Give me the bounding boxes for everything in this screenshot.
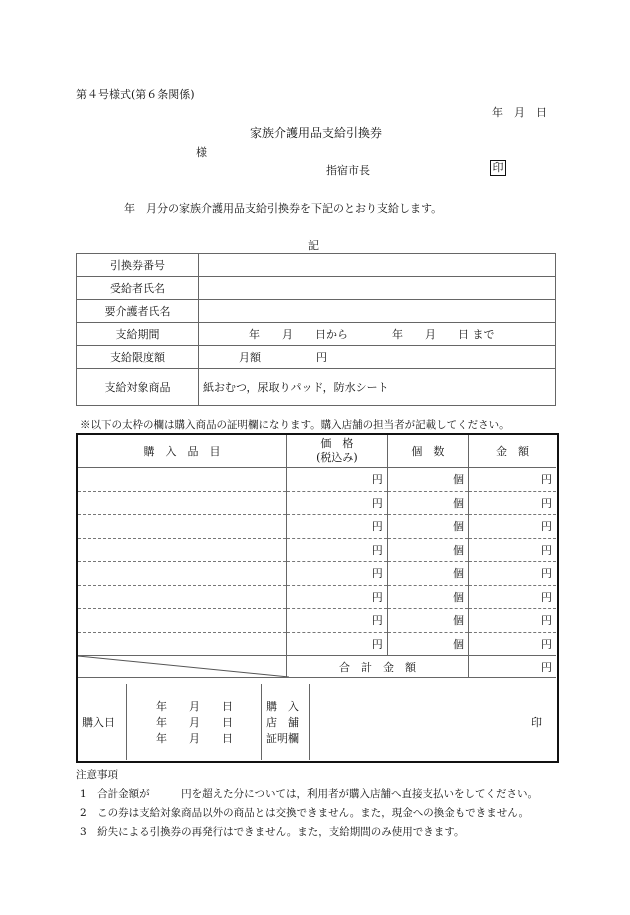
- header-price: 価 格 (税込み): [286, 435, 387, 468]
- amount-cell[interactable]: 円: [468, 468, 556, 492]
- date-line: 年 月 日: [492, 106, 547, 119]
- header-amount: 金 額: [468, 435, 556, 468]
- page-title: 家族介護用品支給引換券: [250, 126, 383, 140]
- price-cell[interactable]: 円: [286, 632, 387, 656]
- total-amount-cell[interactable]: 円: [468, 656, 556, 678]
- info-label: 受給者氏名: [77, 277, 199, 300]
- purchase-date-entry[interactable]: 年 月 日: [156, 732, 233, 745]
- amount-cell[interactable]: 円: [468, 585, 556, 609]
- table-row: [78, 609, 556, 633]
- form-number: 第４号様式(第６条関係): [76, 88, 195, 101]
- total-diagonal-cell: [78, 656, 286, 678]
- voucher-number-field[interactable]: [199, 254, 556, 277]
- notice-text: ※以下の太枠の欄は購入商品の証明欄になります。購入店舗の担当者が記載してください。: [80, 419, 510, 431]
- diagonal-line: [78, 656, 289, 677]
- ki-label: 記: [308, 239, 319, 252]
- table-row: [78, 468, 556, 492]
- intro-text: 年 月分の家族介護用品支給引換券を下記のとおり支給します。: [124, 202, 443, 215]
- total-row: [78, 656, 556, 678]
- care-receiver-name-field[interactable]: [199, 300, 556, 323]
- info-row: [77, 346, 556, 369]
- item-cell[interactable]: [78, 491, 286, 515]
- table-row: [78, 585, 556, 609]
- note-item: 3 紛失による引換券の再発行はできません。また，支給期間のみ使用できます。: [80, 826, 465, 838]
- price-cell[interactable]: 円: [286, 468, 387, 492]
- addressee-suffix: 様: [196, 146, 207, 159]
- info-label: 要介護者氏名: [77, 300, 199, 323]
- price-cell[interactable]: 円: [286, 609, 387, 633]
- purchase-info-section: [78, 684, 556, 760]
- item-cell[interactable]: [78, 515, 286, 539]
- issuer: 指宿市長: [326, 164, 370, 177]
- price-cell[interactable]: 円: [286, 562, 387, 586]
- quantity-cell[interactable]: 個: [387, 538, 468, 562]
- item-cell[interactable]: [78, 585, 286, 609]
- header-quantity: 個 数: [387, 435, 468, 468]
- recipient-name-field[interactable]: [199, 277, 556, 300]
- info-row: [77, 300, 556, 323]
- quantity-cell[interactable]: 個: [387, 468, 468, 492]
- store-seal: 印: [531, 716, 542, 729]
- purchase-date-label: 購入日: [82, 716, 115, 729]
- table-row: [78, 491, 556, 515]
- purchase-table: [78, 435, 556, 678]
- purchase-date-entry[interactable]: 年 月 日: [156, 716, 233, 729]
- quantity-cell[interactable]: 個: [387, 491, 468, 515]
- quantity-cell[interactable]: 個: [387, 515, 468, 539]
- info-label: 支給対象商品: [77, 369, 199, 406]
- price-cell[interactable]: 円: [286, 491, 387, 515]
- info-row: [77, 254, 556, 277]
- store-label-line: 購 入: [266, 700, 299, 713]
- table-row: [78, 538, 556, 562]
- divider: [261, 684, 262, 760]
- item-cell[interactable]: [78, 562, 286, 586]
- table-row: [78, 632, 556, 656]
- price-cell[interactable]: 円: [286, 585, 387, 609]
- header-item: 購 入 品 目: [78, 435, 286, 468]
- price-cell[interactable]: 円: [286, 515, 387, 539]
- amount-cell[interactable]: 円: [468, 562, 556, 586]
- amount-cell[interactable]: 円: [468, 632, 556, 656]
- table-row: [78, 562, 556, 586]
- purchase-date-entry[interactable]: 年 月 日: [156, 700, 233, 713]
- notes-title: 注意事項: [76, 769, 118, 781]
- note-item: 1 合計金額が 円を超えた分については，利用者が購入店舗へ直接支払いをしてください。: [80, 788, 538, 800]
- info-row: [77, 369, 556, 406]
- quantity-cell[interactable]: 個: [387, 585, 468, 609]
- store-label-line: 店 舗: [266, 716, 299, 729]
- info-label: 支給限度額: [77, 346, 199, 369]
- item-cell[interactable]: [78, 632, 286, 656]
- period-field[interactable]: 年 月 日から 年 月 日 まで: [199, 323, 556, 346]
- limit-field[interactable]: 月額 円: [199, 346, 556, 369]
- items-field: 紙おむつ，尿取りパッド，防水シート: [199, 369, 556, 406]
- quantity-cell[interactable]: 個: [387, 562, 468, 586]
- purchase-certificate-box: [76, 433, 559, 763]
- info-row: [77, 277, 556, 300]
- divider: [126, 684, 127, 760]
- info-table: [76, 253, 556, 406]
- info-label: 引換券番号: [77, 254, 199, 277]
- amount-cell[interactable]: 円: [468, 515, 556, 539]
- info-label: 支給期間: [77, 323, 199, 346]
- purchase-header-row: [78, 435, 556, 468]
- store-label-line: 証明欄: [266, 732, 299, 745]
- price-cell[interactable]: 円: [286, 538, 387, 562]
- amount-cell[interactable]: 円: [468, 538, 556, 562]
- issuer-seal: 印: [490, 160, 506, 176]
- amount-cell[interactable]: 円: [468, 609, 556, 633]
- amount-cell[interactable]: 円: [468, 491, 556, 515]
- item-cell[interactable]: [78, 538, 286, 562]
- note-item: 2 この券は支給対象商品以外の商品とは交換できません。また，現金への換金もできません。: [80, 807, 529, 819]
- item-cell[interactable]: [78, 468, 286, 492]
- divider: [309, 684, 310, 760]
- quantity-cell[interactable]: 個: [387, 609, 468, 633]
- item-cell[interactable]: [78, 609, 286, 633]
- table-row: [78, 515, 556, 539]
- total-label: 合 計 金 額: [286, 656, 468, 678]
- quantity-cell[interactable]: 個: [387, 632, 468, 656]
- info-row: [77, 323, 556, 346]
